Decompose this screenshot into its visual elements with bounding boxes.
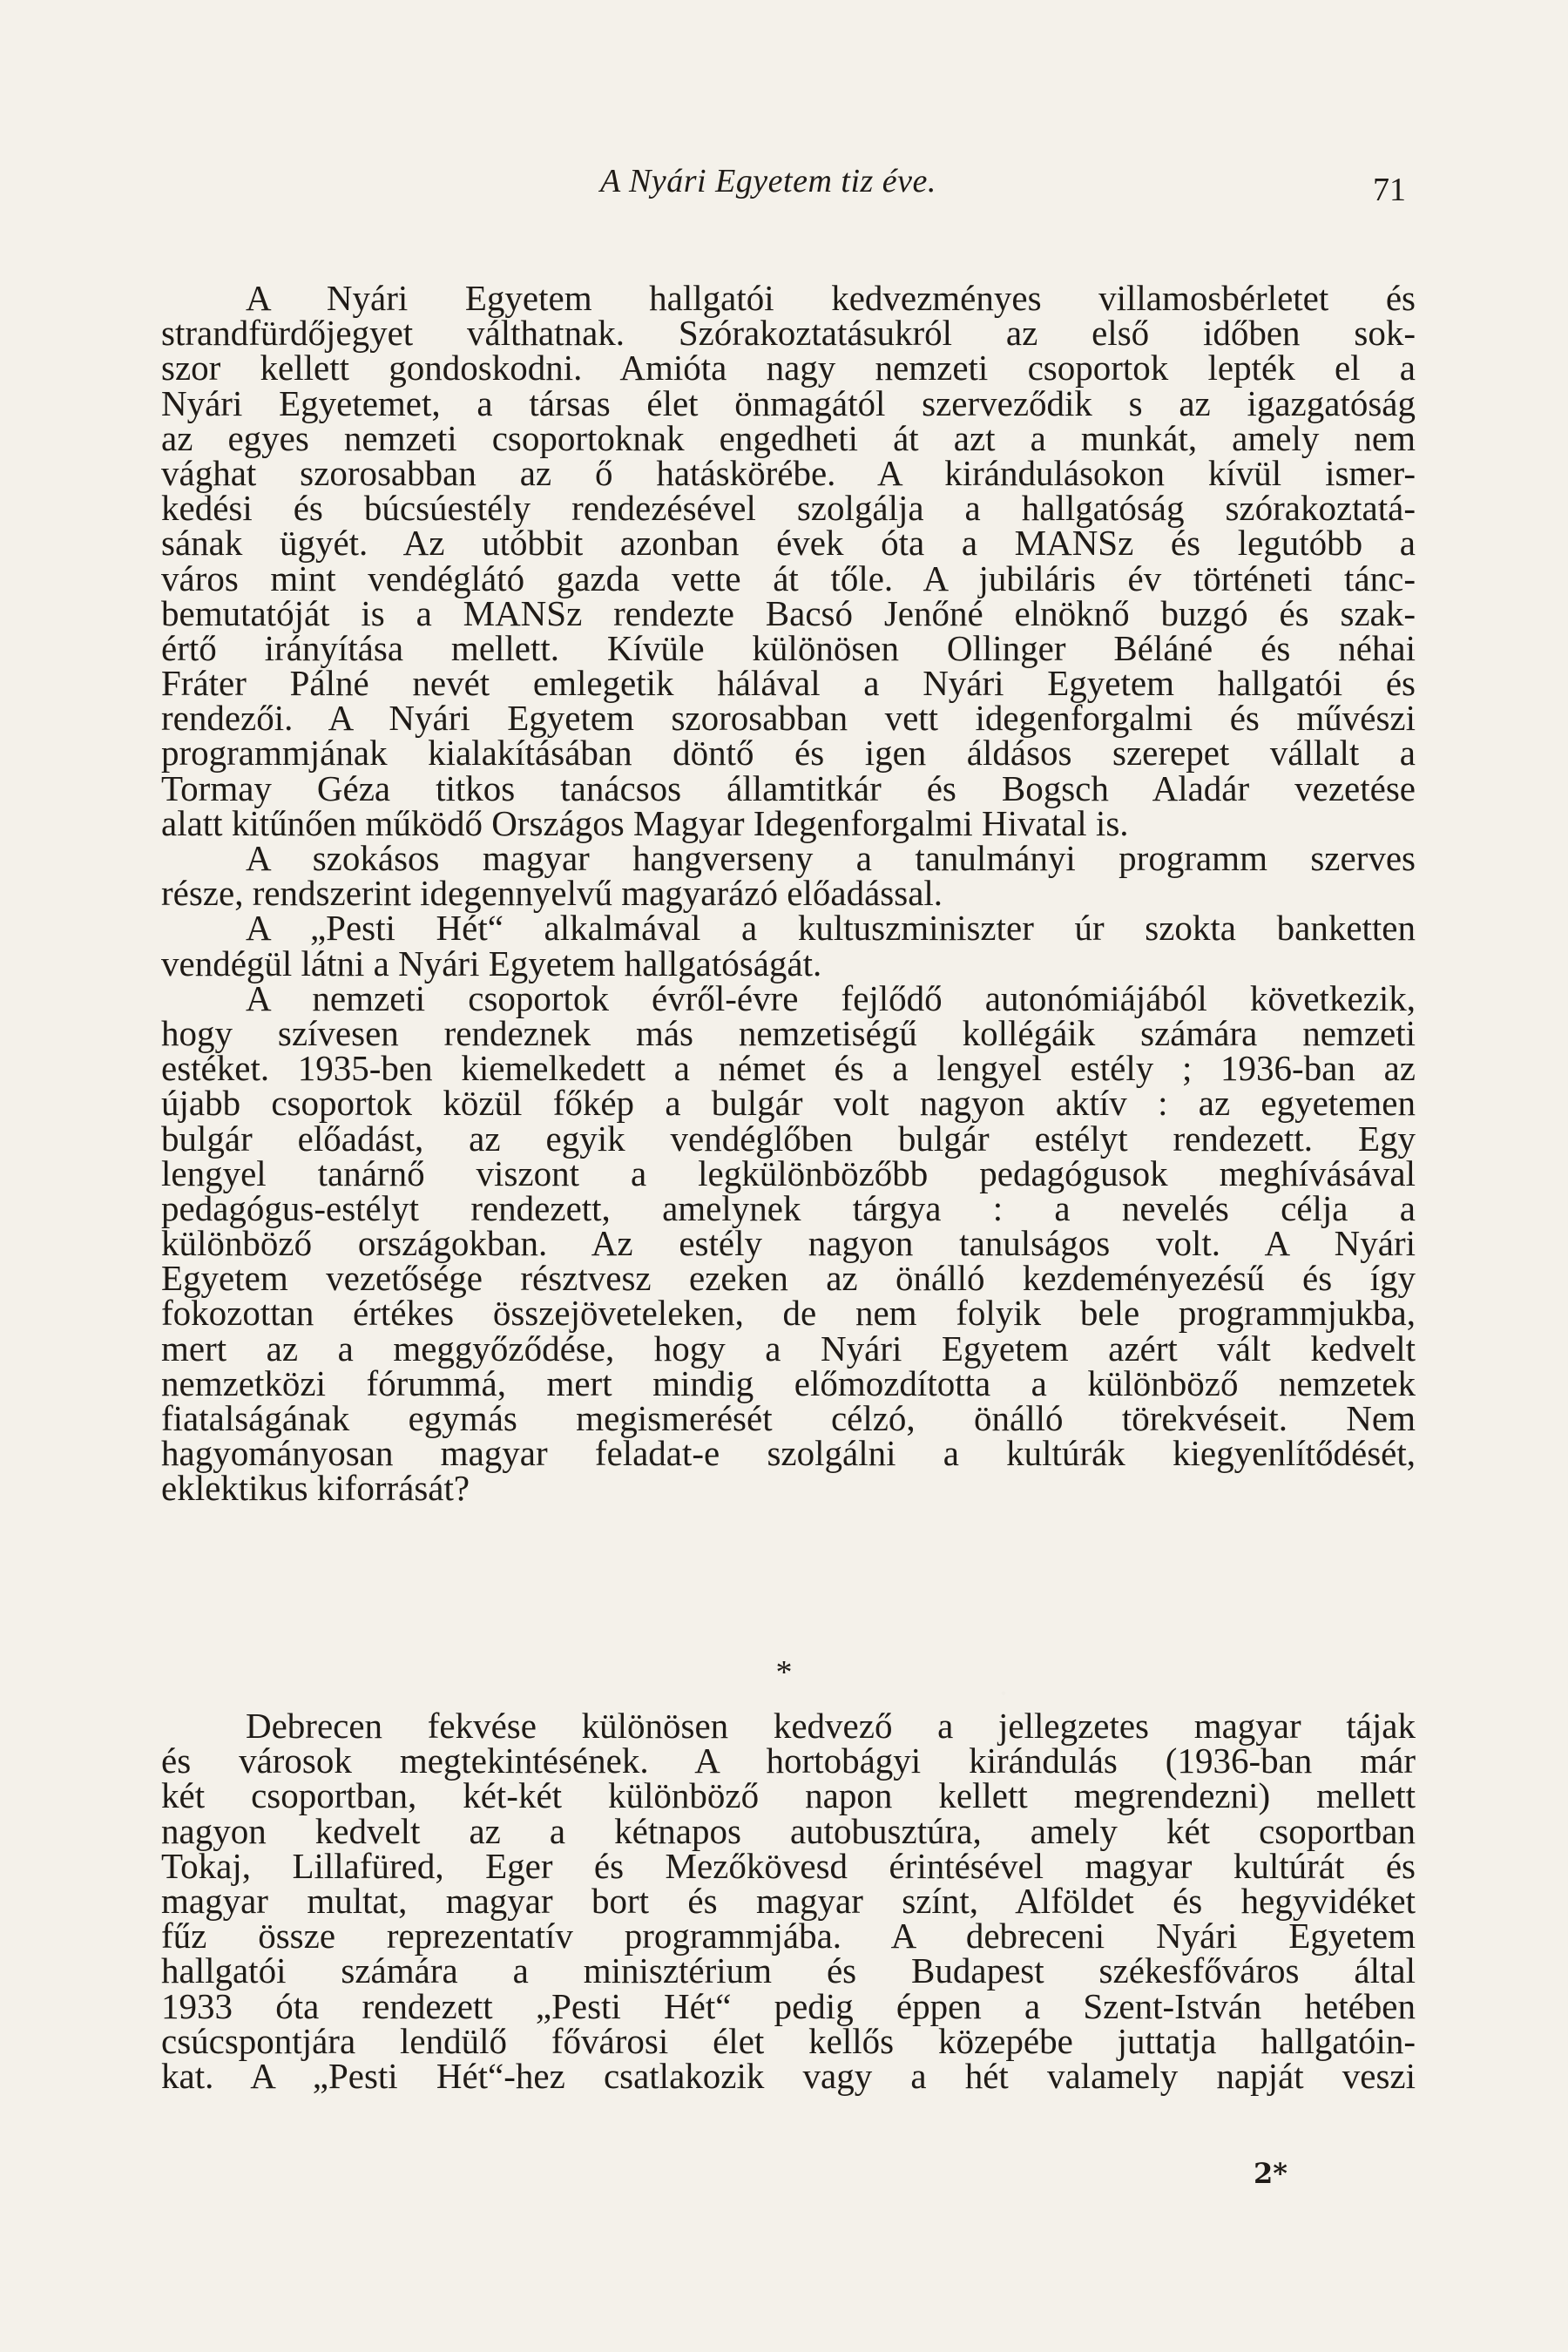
paragraph-line: fűz össze reprezentatív programmjába. A debreceni Nyári Egyetem: [161, 1916, 1416, 1957]
paragraph-line: hagyományosan magyar feladat-e szolgálni a kultúrák kiegyenlítődését,: [161, 1433, 1416, 1474]
paragraph-line: csúcspontjára lendülő fővárosi élet kellős közepébe juttatja hallgatóin-: [161, 2020, 1416, 2061]
paragraph-line: pedagógus-estélyt rendezett, amelynek tárgya : a nevelés célja a: [161, 1187, 1416, 1228]
paragraph-line: Debrecen fekvése különösen kedvező a jellegzetes magyar tájak: [246, 1706, 1416, 1746]
paragraph-line: fiatalságának egymás megismerését célzó, önálló törekvéseit. Nem: [161, 1398, 1416, 1438]
page-signature: 2*: [1254, 2157, 1288, 2190]
paragraph-line: kat. A „Pesti Hét“-hez csatlakozik vagy a hét valamely napját veszi: [161, 2055, 1416, 2096]
paragraph-line: vághat szorosabban az ő hatáskörébe. A kirándulásokon kívül ismer-: [161, 452, 1416, 493]
paragraph-line: értő irányítása mellett. Kívüle különösen Ollinger Béláné és néhai: [161, 627, 1416, 668]
paragraph-line: különböző országokban. Az estély nagyon tanulságos volt. A Nyári: [161, 1223, 1416, 1264]
paragraph-line: A szokásos magyar hangverseny a tanulmányi programm szerves: [246, 838, 1416, 878]
paragraph-line: hallgatói számára a minisztérium és Budapest székesfőváros által: [161, 1950, 1416, 1991]
paragraph-line: Tormay Géza titkos tanácsos államtitkár és Bogsch Aladár vezetése: [161, 767, 1416, 808]
paragraph-line: sának ügyét. Az utóbbit azonban évek óta a MANSz és legutóbb a: [161, 523, 1416, 564]
paragraph-line: nagyon kedvelt az a kétnapos autobusztúra, amely két csoportban: [161, 1810, 1416, 1851]
paragraph-line: estéket. 1935-ben kiemelkedett a német és a lengyel estély ; 1936-ban az: [161, 1048, 1416, 1089]
paragraph-line: A „Pesti Hét“ alkalmával a kultuszminiszter úr szokta banketten: [246, 908, 1416, 949]
main-text-block: [161, 278, 1416, 1509]
paragraph-line: strandfürdőjegyet válthatnak. Szórakoztatásukról az első időben sok-: [161, 313, 1416, 354]
paragraph-line: 1933 óta rendezett „Pesti Hét“ pedig éppen a Szent-István hetében: [161, 1985, 1416, 2026]
paragraph-line: rendezői. A Nyári Egyetem szorosabban vett idegenforgalmi és művészi: [161, 698, 1416, 739]
paragraph-line: része, rendszerint idegennyelvű magyarázó előadással.: [161, 873, 943, 914]
page-number: 71: [1373, 172, 1406, 208]
paragraph-line: Tokaj, Lillafüred, Eger és Mezőkövesd érintésével magyar kultúrát és: [161, 1845, 1416, 1886]
paragraph-line: Egyetem vezetősége résztvesz ezeken az önálló kezdeményezésű és így: [161, 1258, 1416, 1299]
paragraph-line: bemutatóját is a MANSz rendezte Bacsó Jenőné elnöknő buzgó és szak-: [161, 592, 1416, 633]
paragraph-line: fokozottan értékes összejöveteleken, de nem folyik bele programmjukba,: [161, 1293, 1416, 1334]
paragraph-line: város mint vendéglátó gazda vette át tőle. A jubiláris év történeti tánc-: [161, 558, 1416, 598]
running-head: A Nyári Egyetem tiz éve.: [600, 163, 936, 199]
paragraph-line: A nemzeti csoportok évről-évre fejlődő autonómiájából következik,: [246, 977, 1416, 1018]
paragraph-line: alatt kitűnően működő Országos Magyar Idegenforgalmi Hivatal is.: [161, 802, 1129, 843]
paragraph-line: két csoportban, két-két különböző napon kellett megrendezni) mellett: [161, 1775, 1416, 1816]
paragraph-line: magyar multat, magyar bort és magyar színt, Alföldet és hegyvidéket: [161, 1880, 1416, 1921]
section-two-text: [161, 1706, 1416, 2096]
paragraph-line: eklektikus kiforrását?: [161, 1468, 470, 1509]
paragraph-line: Nyári Egyetemet, a társas élet önmagától szerveződik s az igazgatóság: [161, 382, 1416, 423]
paragraph-line: bulgár előadást, az egyik vendéglőben bulgár estélyt rendezett. Egy: [161, 1118, 1416, 1159]
page-header: [249, 162, 1406, 214]
section-separator: *: [775, 1654, 793, 1691]
paragraph-line: mert az a meggyőződése, hogy a Nyári Egyetem azért vált kedvelt: [161, 1328, 1416, 1369]
paragraph-line: az egyes nemzeti csoportoknak engedheti át azt a munkát, amely nem: [161, 417, 1416, 458]
paragraph-line: vendégül látni a Nyári Egyetem hallgatóságát.: [161, 943, 822, 983]
paragraph-line: hogy szívesen rendeznek más nemzetiségű kollégáik számára nemzeti: [161, 1012, 1416, 1053]
paragraph-line: kedési és búcsúestély rendezésével szolgálja a hallgatóság szórakoztatá-: [161, 488, 1416, 529]
paragraph-line: A Nyári Egyetem hallgatói kedvezményes villamosbérletet és: [246, 278, 1416, 318]
paragraph-line: szor kellett gondoskodni. Amióta nagy nemzeti csoportok lepték el a: [161, 348, 1416, 389]
paragraph-line: Fráter Pálné nevét emlegetik hálával a Nyári Egyetem hallgatói és: [161, 663, 1416, 704]
paragraph-line: programmjának kialakításában döntő és igen áldásos szerepet vállalt a: [161, 733, 1416, 774]
paragraph-line: és városok megtekintésének. A hortobágyi kirándulás (1936-ban már: [161, 1740, 1416, 1781]
paragraph-line: lengyel tanárnő viszont a legkülönbözőbb pedagógusok meghívásával: [161, 1152, 1416, 1193]
paragraph-line: nemzetközi fórummá, mert mindig előmozdította a különböző nemzetek: [161, 1362, 1416, 1403]
paragraph-line: újabb csoportok közül főkép a bulgár volt nagyon aktív : az egyetemen: [161, 1083, 1416, 1124]
